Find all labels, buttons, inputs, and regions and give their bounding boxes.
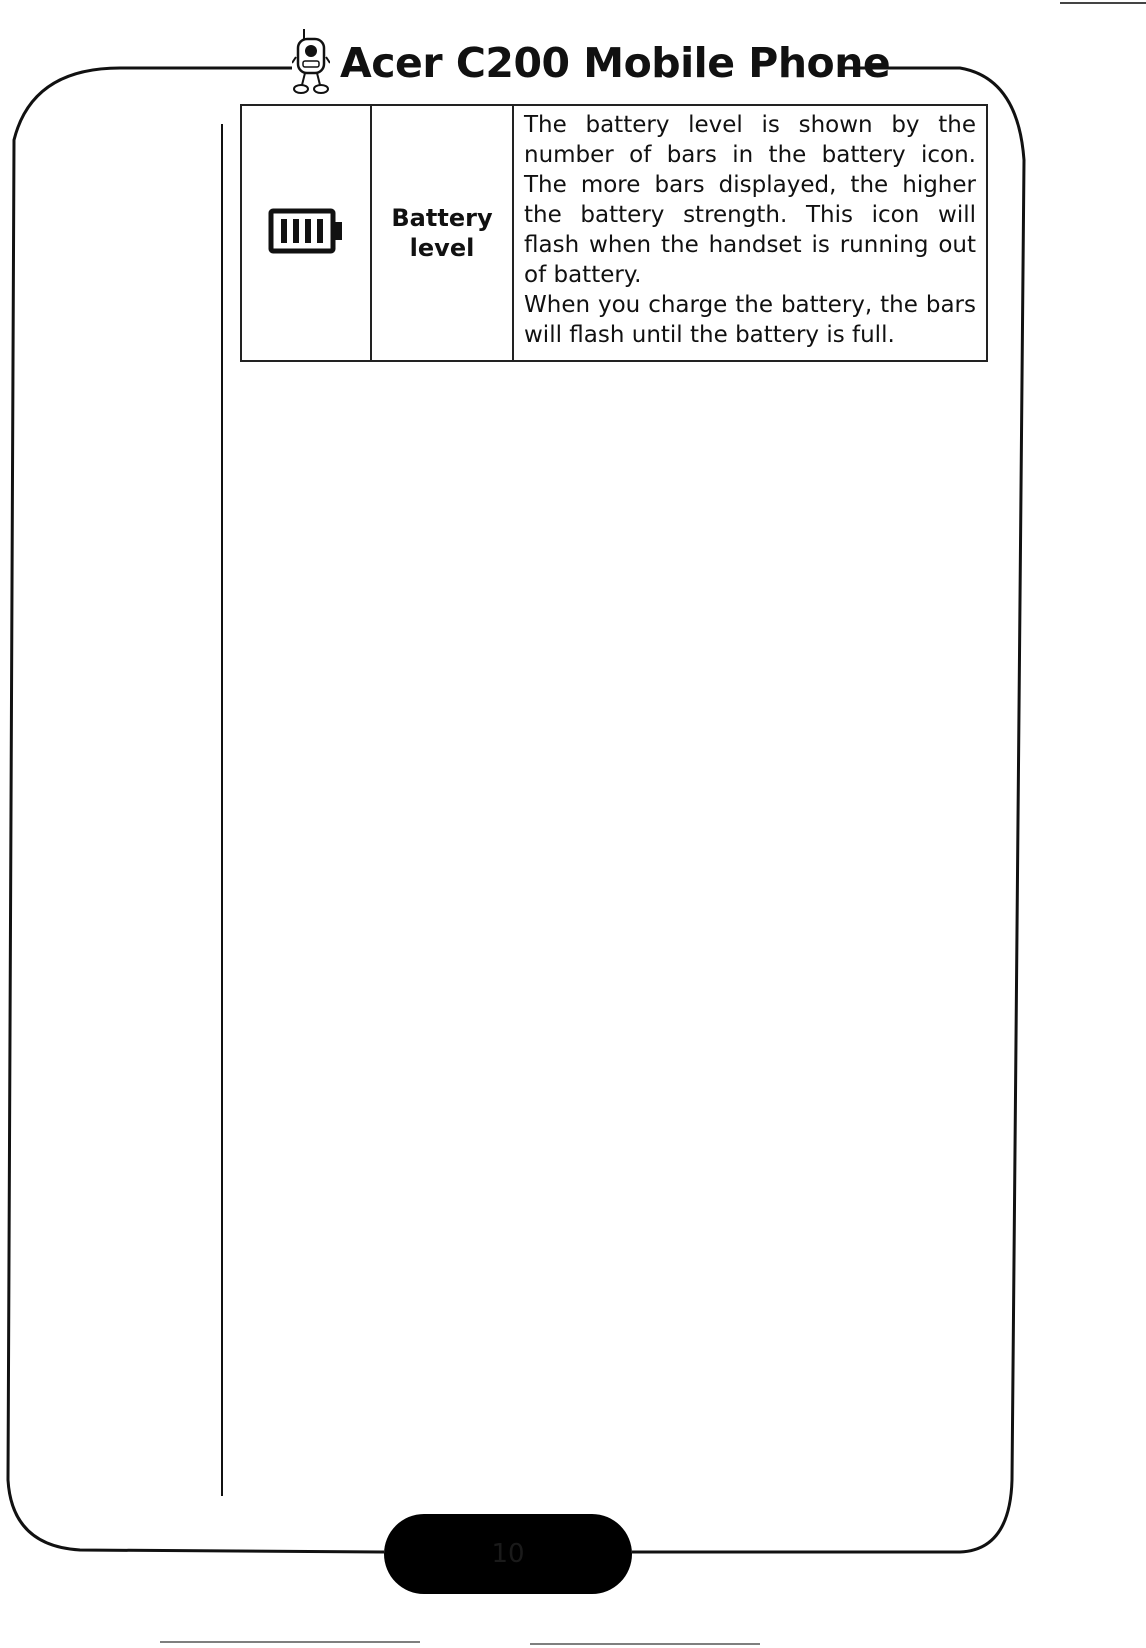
description-paragraph: When you charge the battery, the bars will flash until the battery is full. [524, 292, 976, 348]
icon-cell [241, 105, 371, 361]
header [292, 28, 890, 98]
table-row [241, 105, 987, 361]
description-cell [513, 105, 987, 361]
status-icon-table [240, 104, 988, 362]
description-paragraph: The battery level is shown by the number of bars in the battery icon. The more bars displayed, the higher the battery strength. This icon will flash when the handset is running out of battery. [524, 112, 976, 288]
page-number: 10 [491, 1539, 525, 1569]
icon-name-cell [371, 105, 513, 361]
robot-phone-mascot-icon [292, 27, 330, 99]
page-number-badge [384, 1514, 632, 1594]
battery-full-icon [268, 208, 344, 254]
icon-name: Battery level [391, 204, 493, 262]
page-title: Acer C200 Mobile Phone [340, 39, 891, 87]
